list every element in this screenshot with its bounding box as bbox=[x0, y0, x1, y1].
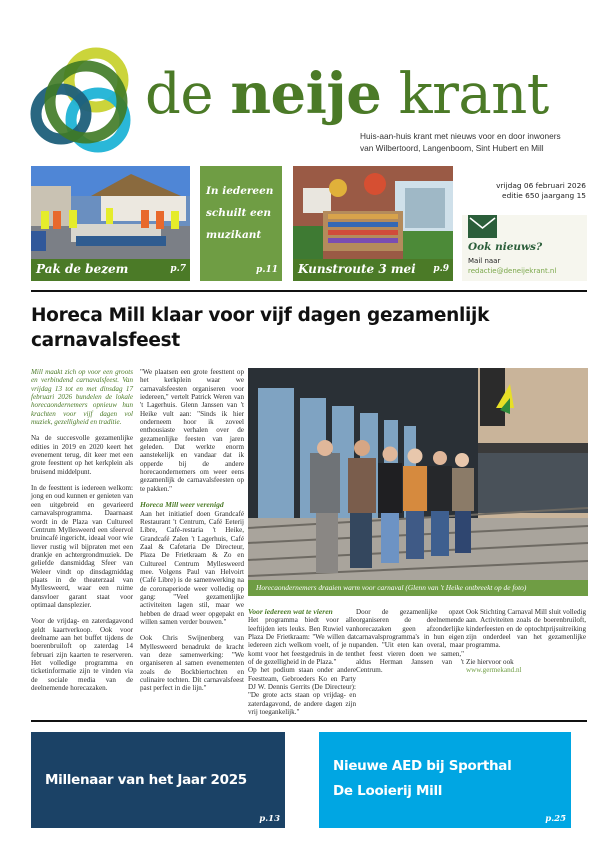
teaser-label: In iedereen schuilt een muzikant bbox=[206, 185, 274, 241]
see-also-label: Zie hiervoor ook bbox=[466, 657, 514, 666]
article-paragraph: Door de gezamenlijke opzet organiseren de deelnemende horecazaken geen afzonderlijke carnavalsprogramma's in hun eigen panden. "Uit eten kan overal, maar het feest vieren doen we samen," aldus Herman Janssen van 't Centrum. bbox=[356, 608, 464, 675]
teaser-label: Pak de bezem bbox=[36, 262, 129, 276]
article-paragraph: Voor de vrijdag- en zaterdagavond geldt kaartverkoop. Ook voor deelname aan het buffet tijdens de boerenbruiloft op zaterdag 14 februari zijn kaarten te reserveren. Het volledige programma en ticketinformatie zijn te vinden via de sociale media van de deelnemende horecazaken. bbox=[31, 617, 133, 693]
article-subhead: Horeca Mill weer verenigd bbox=[140, 500, 224, 510]
article-paragraph: Op het podium staan onder andere Feestteam, Gebroeders Ko en Party DJ W. Dennis Gerrits (De Directeur): "De grote acts staan op vrijdag- en zaterdagavond, de andere dagen zijn vrij toegankelijk." bbox=[248, 666, 356, 717]
promo-aed[interactable] bbox=[319, 732, 571, 828]
issue-date: vrijdag 06 februari 2026 bbox=[496, 181, 586, 190]
tagline-line2: van Wilbertoord, Langenboom, Sint Hubert en Mill bbox=[360, 143, 544, 153]
promo-label-line1: Nieuwe AED bij Sporthal bbox=[333, 758, 512, 774]
article-paragraph: Ook Chris Swijnenberg van Myllesweerd benadrukt de kracht van deze samenwerking: "We organiseren al samen evenementen zoals de Bockbiertochten en culinaire tochten. Dit carnavalsfeest past perfect in die lijn." bbox=[140, 634, 244, 693]
photo-caption: Horecaondernemers draaien warm voor carnaval (Glenn van 't Heike ontbreekt op de foto) bbox=[248, 580, 588, 596]
title-bold: neije bbox=[230, 61, 382, 127]
issue-info bbox=[470, 181, 586, 201]
promo-label-line2: De Looierij Mill bbox=[333, 783, 443, 799]
envelope-icon bbox=[468, 215, 497, 238]
article-paragraph: Na de succesvolle gezamenlijke edities in 2019 en 2020 keert het evenement terug, dit keer met een grote feesttent op het kerkplein als bruisend middelpunt. bbox=[31, 434, 133, 476]
article-lead: Mill maakt zich op voor een groots en verbindend carnavalsfeest. Van vrijdag 13 tot en met dinsdag 17 februari 2026 bundelen de lokale horecaondernemers opnieuw hun krachten voor vijf dagen vol muziek, gezelligheid en traditie. bbox=[31, 368, 133, 427]
title-post: krant bbox=[398, 62, 549, 127]
article-column-3 bbox=[248, 608, 356, 724]
title-pre: de bbox=[145, 62, 213, 127]
article-paragraph: Het programma biedt voor alle leeftijden iets leuks. Ben Ruwiel van Plaza De Frietkraam: "We willen dat iedereen zich welkom voelt, of je nu komt voor het feestgedruis in de tent of de gezelligheid in de Plaza." bbox=[248, 616, 356, 667]
article-photo-horeca-owners bbox=[248, 368, 588, 580]
article-column-5 bbox=[466, 608, 586, 674]
promo-page: p.25 bbox=[545, 814, 566, 824]
logo-rings-icon bbox=[30, 44, 140, 156]
promo-page: p.13 bbox=[259, 814, 280, 824]
teaser-page: p.11 bbox=[256, 265, 278, 275]
promo-millenaar[interactable] bbox=[31, 732, 285, 828]
website-link[interactable]: www.germekand.nl bbox=[466, 666, 522, 675]
article-paragraph: Aan het initiatief doen Grandcafé Restaurant 't Centrum, Café Eeterij Libre, Café-restaria 't Heike, Grandcafé Zalen 't Lagerhuis, Café Zaal & Cafetaria De Directeur, Plaza De Frietkraam & Zo en Cultureel Centrum Myllesweerd mee. Volgens Paul van Helvoirt (Café Libre) is de samenwerking na de coronaperiode weer volledig op gang: "Veel gezamenlijke activiteiten lagen stil, maar we hebben de draad weer opgepakt en willen samen verder bouwen." bbox=[140, 509, 244, 626]
teaser-muzikant[interactable] bbox=[200, 166, 282, 281]
teaser-photo-volunteers bbox=[31, 166, 190, 259]
masthead-title bbox=[145, 62, 549, 127]
article-paragraph: In de feesttent is iedereen welkom: jong en oud kunnen er genieten van een uitgebreid en gevarieerd carnavalsprogramma. Daarnaast wordt in de Plaza van Cultureel Centrum Myllesweerd een sfeervol bruincafé ingericht, ideaal voor wie liever rustig wil bijpraten met een drankje en achtergrondmuziek. De geliefde dansmiddag Sfeer van Weleer vindt op dinsdagmiddag plaats in de theaterzaal van Myllesweerd, waar een ruime dansvloer garant staat voor optimaal dansplezier. bbox=[31, 484, 133, 609]
teaser-label: Kunstroute 3 mei bbox=[298, 262, 416, 276]
news-tip-mail-label: Mail naar bbox=[468, 257, 501, 265]
article-subhead: Voor iedereen wat te vieren bbox=[248, 607, 333, 616]
teaser-page: p.9 bbox=[433, 264, 449, 274]
teaser-kunstroute[interactable] bbox=[293, 166, 453, 281]
article-headline: Horeca Mill klaar voor vijf dagen gezamenlijk carnavalsfeest bbox=[31, 305, 490, 351]
divider-bottom bbox=[31, 720, 587, 722]
masthead-tagline bbox=[360, 130, 590, 154]
promo-label: Millenaar van het Jaar 2025 bbox=[45, 772, 247, 788]
teaser-photo-art-signs bbox=[293, 166, 453, 259]
news-tip-title: Ook nieuws? bbox=[468, 241, 543, 253]
teaser-page: p.7 bbox=[170, 264, 186, 274]
news-tip-email-link[interactable]: redactie@deneijekrant.nl bbox=[468, 267, 557, 275]
article-column-2 bbox=[140, 368, 244, 701]
article-paragraph: "We plaatsen een grote feesttent op het kerkplein waar we carnavalsfeesten organiseren voor iedereen," vertelt Patrick Weren van 't Lagerhuis. Glenn Janssen van 't Heike vult aan: "Sinds ik hier onderneem hoor ik zoveel enthousiaste verhalen over de gezamenlijke feesten van jaren geleden. Dat werkte enorm aanstekelijk en vandaar dat ik opperde bij de andere horecaondernemers om weer eens gezamenlijk de carnavalsfeesten op te pakken." bbox=[140, 368, 244, 493]
teaser-bar bbox=[293, 259, 453, 281]
news-tip-box bbox=[462, 215, 587, 281]
divider-top bbox=[31, 290, 587, 292]
promo-label bbox=[333, 754, 511, 804]
article-paragraph: Ook Stichting Carnaval Mill sluit volledig aan. Activiteiten zoals de boerenbruiloft, kinderfeesten en de optochtprijsuitreiking zijn onderdeel van het gezamenlijke programma. bbox=[466, 608, 586, 650]
article-column-1 bbox=[31, 368, 133, 700]
teaser-pak-de-bezem[interactable] bbox=[31, 166, 190, 281]
issue-edition: editie 650 jaargang 15 bbox=[502, 191, 586, 200]
article-column-4 bbox=[356, 608, 464, 683]
teaser-bar bbox=[31, 259, 190, 281]
tagline-line1: Huis-aan-huis krant met nieuws voor en door inwoners bbox=[360, 131, 561, 141]
